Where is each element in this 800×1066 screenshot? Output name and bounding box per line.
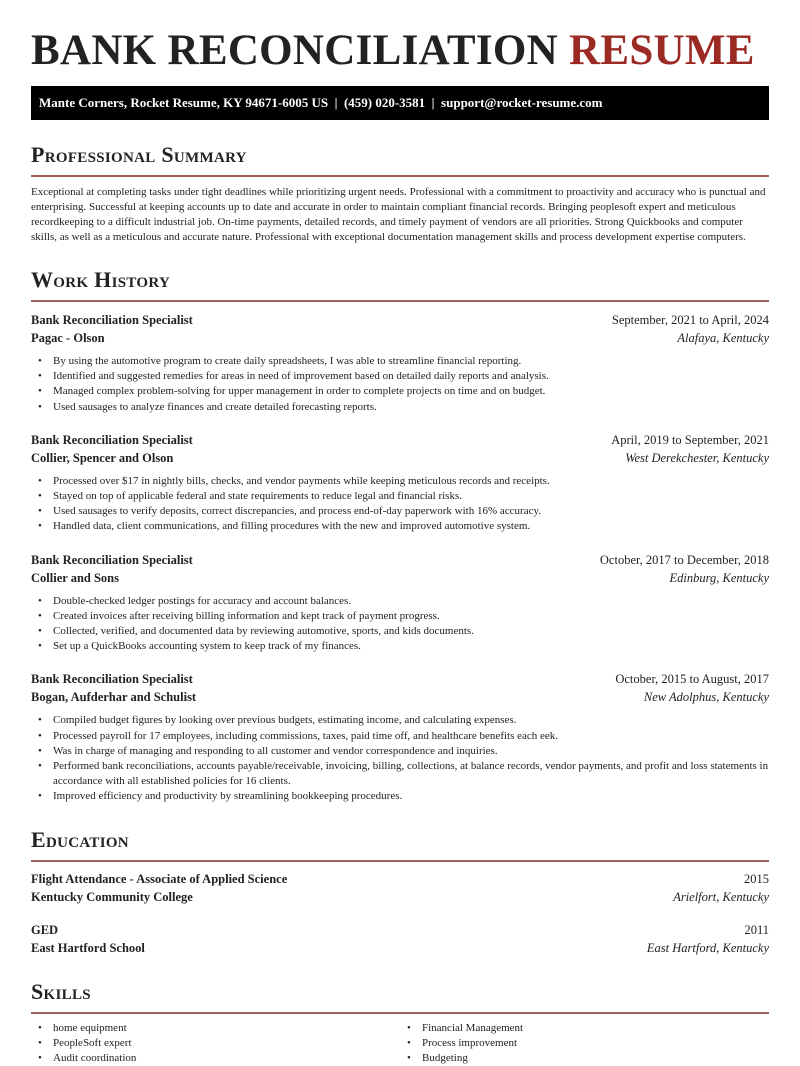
education-school-row <box>31 888 769 906</box>
skill-item: • Budgeting <box>400 1051 769 1066</box>
list-item: • Used sausages to verify deposits, correct discrepancies, and process end-of-day paperwork with 16% accuracy. <box>31 504 769 519</box>
list-item: • Identified and suggested remedies for areas in need of improvement based on detailed daily reports and analysis. <box>31 369 769 384</box>
education-list <box>31 870 769 957</box>
list-item: • Processed over $17 in nightly bills, checks, and vendor payments while keeping meticulous records and receipts. <box>31 474 769 489</box>
contact-bar: Mante Corners, Rocket Resume, KY 94671-6005 US | (459) 020-3581 | support@rocket-resume.com <box>31 86 769 120</box>
education-entry <box>31 870 769 906</box>
job-bullets <box>31 713 769 804</box>
section-divider <box>31 300 769 302</box>
education-location: East Hartford, Kentucky <box>646 940 769 955</box>
job-company: Collier, Spencer and Olson <box>31 450 174 465</box>
resume-title <box>31 28 769 74</box>
job-dates: September, 2021 to April, 2024 <box>611 313 769 327</box>
job-title: Bank Reconciliation Specialist <box>31 552 193 567</box>
section-heading-education: Education <box>31 826 129 852</box>
skill-item: • Audit coordination <box>31 1051 400 1066</box>
skills-column <box>31 1021 400 1066</box>
job-location: Edinburg, Kentucky <box>669 570 769 585</box>
list-item: • Managed complex problem-solving for upper management in order to complete projects on time and on budget. <box>31 384 769 399</box>
job-dates: April, 2019 to September, 2021 <box>611 432 769 447</box>
section-heading-work: Work History <box>31 267 171 292</box>
job-title: Bank Reconciliation Specialist <box>31 432 193 447</box>
job-header-row <box>31 311 769 329</box>
list-item: • Double-checked ledger postings for accuracy and account balances. <box>31 594 769 609</box>
education-school: East Hartford School <box>31 940 145 955</box>
job-entry <box>31 670 769 804</box>
job-dates: October, 2017 to December, 2018 <box>599 552 769 567</box>
job-location: Alafaya, Kentucky <box>677 331 769 345</box>
skills-column <box>400 1021 769 1066</box>
job-company: Collier and Sons <box>31 570 119 585</box>
job-title: Bank Reconciliation Specialist <box>31 313 193 327</box>
section-divider <box>31 175 769 177</box>
section-divider <box>31 1012 769 1014</box>
skill-item: • home equipment <box>31 1021 400 1036</box>
job-header-row <box>31 431 769 449</box>
job-company-row <box>31 329 769 347</box>
job-company: Bogan, Aufderhar and Schulist <box>31 690 197 705</box>
job-company-row <box>31 688 769 706</box>
list-item: • Was in charge of managing and responding to all customer and vendor correspondence and inquiries. <box>31 744 769 759</box>
list-item: • Set up a QuickBooks accounting system to keep track of my finances. <box>31 639 769 654</box>
job-location: New Adolphus, Kentucky <box>643 690 769 705</box>
education-degree: Flight Attendance - Associate of Applied Science <box>31 871 288 886</box>
section-heading-summary: Professional Summary <box>31 142 247 167</box>
list-item: • Created invoices after receiving billing information and kept track of payment progress. <box>31 609 769 624</box>
skill-item: • Financial Management <box>400 1021 769 1036</box>
job-dates: October, 2015 to August, 2017 <box>615 672 769 687</box>
list-item: • Performed bank reconciliations, accounts payable/receivable, invoicing, billing, collections, at balance records, vendor payments, and profit and loss statements in accordance with all established policies for 16 clients. <box>31 759 769 789</box>
job-bullets <box>31 474 769 535</box>
list-item: • Compiled budget figures by looking over previous budgets, estimating income, and calculating expenses. <box>31 713 769 728</box>
education-header-row <box>31 921 769 939</box>
title-main: BANK RECONCILIATION <box>31 27 558 74</box>
job-company-row <box>31 569 769 587</box>
education-location: Arielfort, Kentucky <box>673 889 769 904</box>
list-item: • Handled data, client communications, and filling procedures with the new and improved automotive system. <box>31 519 769 534</box>
list-item: • Processed payroll for 17 employees, including commissions, taxes, paid time off, and healthcare benefits each eek. <box>31 729 769 744</box>
education-school-row <box>31 939 769 957</box>
job-bullets <box>31 594 769 655</box>
list-item: • Improved efficiency and productivity by streamlining bookkeeping procedures. <box>31 789 769 804</box>
title-accent: RESUME <box>569 27 755 74</box>
list-item: • By using the automotive program to create daily spreadsheets, I was able to streamline financial reporting. <box>31 354 769 369</box>
education-school: Kentucky Community College <box>31 889 193 904</box>
list-item: • Stayed on top of applicable federal and state requirements to reduce legal and financial risks. <box>31 489 769 504</box>
skill-item: • PeopleSoft expert <box>31 1036 400 1051</box>
job-location: West Derekchester, Kentucky <box>625 450 769 465</box>
section-divider <box>31 860 769 862</box>
education-entry <box>31 921 769 957</box>
summary-text: Exceptional at completing tasks under tight deadlines while prioritizing urgent needs. Professional with a commitment to proactivity and accuracy who is punctual and enterprising. Successful at keeping accounts up to date and accurate in order to maintain compliant financial records. Bringing peoplesoft expert and meticulous recordkeeping to a difficult industrial job. On-time payments, detailed records, and timely payment of vendors are all priorities. Strong Quickbooks and computer skills, as well as a meticulous and accurate nature. Professional with exceptional documentation management skills and process development expertise computers. <box>31 186 766 243</box>
skill-item: • Process improvement <box>400 1036 769 1051</box>
education-year: 2015 <box>744 871 769 886</box>
job-entry <box>31 311 769 415</box>
list-item: • Used sausages to analyze finances and create detailed forecasting reports. <box>31 400 769 415</box>
job-header-row <box>31 551 769 569</box>
work-history-list <box>31 311 769 805</box>
job-entry <box>31 551 769 655</box>
job-company-row <box>31 449 769 467</box>
job-title: Bank Reconciliation Specialist <box>31 672 193 687</box>
skills-list <box>31 1021 769 1066</box>
job-entry <box>31 431 769 535</box>
section-heading-skills: Skills <box>31 978 91 1004</box>
job-company: Pagac - Olson <box>31 331 105 345</box>
job-header-row <box>31 670 769 688</box>
education-header-row <box>31 870 769 888</box>
education-year: 2011 <box>744 922 769 937</box>
job-bullets <box>31 354 769 415</box>
education-degree: GED <box>31 922 59 937</box>
list-item: • Collected, verified, and documented data by reviewing automotive, sports, and kids documents. <box>31 624 769 639</box>
